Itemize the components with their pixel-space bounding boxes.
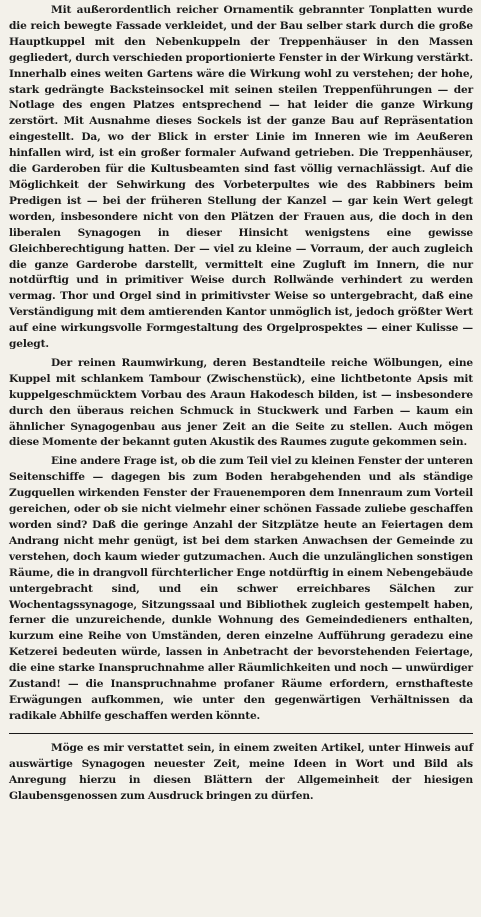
article-paragraph-1: Mit außerordentlich reicher Ornamentik gebrannter Tonplatten wurde die reich bewegte Fassade verkleidet, und der Bau selber stark durch die große Hauptkuppel mit den Nebenkuppeln der Treppenhäuser in den Massen gegliedert, durch verschieden proportionierte Fenster in der Wirkung verstärkt. Innerhalb eines weiten Gartens wäre die Wirkung wohl zu verstehen; der hohe, stark gedrängte Backsteinsockel mit seinen steilen Treppenführungen — der Notlage des engen Platzes entsprechend — hat leider die ganze Wirkung zerstört. Mit Ausnahme dieses Sockels ist der ganze Bau auf Repräsentation eingestellt. Da, wo der Blick in erster Linie im Inneren wie im Aeußeren hinfallen wird, ist ein großer formaler Aufwand getrieben. Die Treppenhäuser, die Garderoben für die Kultusbeamten sind fast völlig vernachlässigt. Auf die Möglichkeit der Sehwirkung des Vorbeterpultes wie des Rabbiners beim Predigen ist — bei der früheren Stellung der Kanzel — gar kein Wert gelegt worden, insbesondere nicht von den Plätzen der Frauen aus, die doch in den liberalen Synagogen in dieser Hinsicht wenigstens eine gewisse Gleichberechtigung hatten. Der — viel zu kleine — Vorraum, der auch zugleich die ganze Garderobe darstellt, vermittelt eine Zugluft im Innern, die nur notdürftig und in primitiver Weise durch Rollwände verhindert zu werden vermag. Thor und Orgel sind in primitivster Weise so untergebracht, daß eine Verständigung mit dem amtierenden Kantor unmöglich ist, jedoch größter Wert auf eine wirkungsvolle Formgestaltung des Orgelprospektes — einer Kulisse — gelegt. xyxy=(9,4,473,351)
section-divider xyxy=(9,733,473,734)
closing-paragraph: Möge es mir verstattet sein, in einem zweiten Artikel, unter Hinweis auf auswärtige Synagogen neuester Zeit, meine Ideen in Wort und Bild als Anregung hierzu in diesen Blättern der Allgemeinheit der hiesigen Glaubensgenossen zum Ausdruck bringen zu dürfen. xyxy=(9,741,473,802)
article-paragraph-2: Der reinen Raumwirkung, deren Bestandteile reiche Wölbungen, eine Kuppel mit schlankem Tambour (Zwischenstück), eine lichtbetonte Apsis mit kuppelgeschmücktem Vorbau des Araun Hakodesch bilden, ist — insbesondere durch den überaus reichen Schmuck in Stuckwerk und Farben — kaum ein ähnlicher Synagogenbau aus jener Zeit an die Seite zu stellen. Auch mögen diese Momente der bekannt guten Akustik des Raumes zugute gekommen sein. xyxy=(9,356,473,449)
article-column xyxy=(9,3,473,804)
article-paragraph-3: Eine andere Frage ist, ob die zum Teil viel zu kleinen Fenster der unteren Seitenschiffe — dagegen bis zum Boden herabgehenden und als ständige Zugquellen wirkenden Fenster der Frauenemporen dem Innenraum zum Vorteil gereichen, oder ob sie nicht vielmehr einer schönen Fassade zuliebe geschaffen worden sind? Daß die geringe Anzahl der Sitzplätze heute an Feiertagen dem Andrang nicht mehr genügt, ist bei dem starken Anwachsen der Gemeinde zu verstehen, doch kaum wieder gutzumachen. Auch die unzulänglichen sonstigen Räume, die in drangvoll fürchterlicher Enge notdürftig in einem Nebengebäude untergebracht sind, und ein schwer erreichbares Sälchen zur Wochentagssynagoge, Sitzungssaal und Bibliothek zugleich gestempelt haben, ferner die unzureichende, dunkle Wohnung des Gemeindedieners enthalten, kurzum eine Reihe von Umständen, deren einzelne Aufführung geradezu eine Ketzerei bedeuten würde, lassen in Anbetracht der bevorstehenden Feiertage, die eine starke Inanspruchnahme aller Räumlichkeiten und noch — unwürdiger Zustand! — die Inanspruchnahme profaner Räume erfordern, ernsthafteste Erwägungen aufkommen, wie unter den gegenwärtigen Verhältnissen da radikale Abhilfe geschaffen werden könnte. xyxy=(9,455,473,722)
